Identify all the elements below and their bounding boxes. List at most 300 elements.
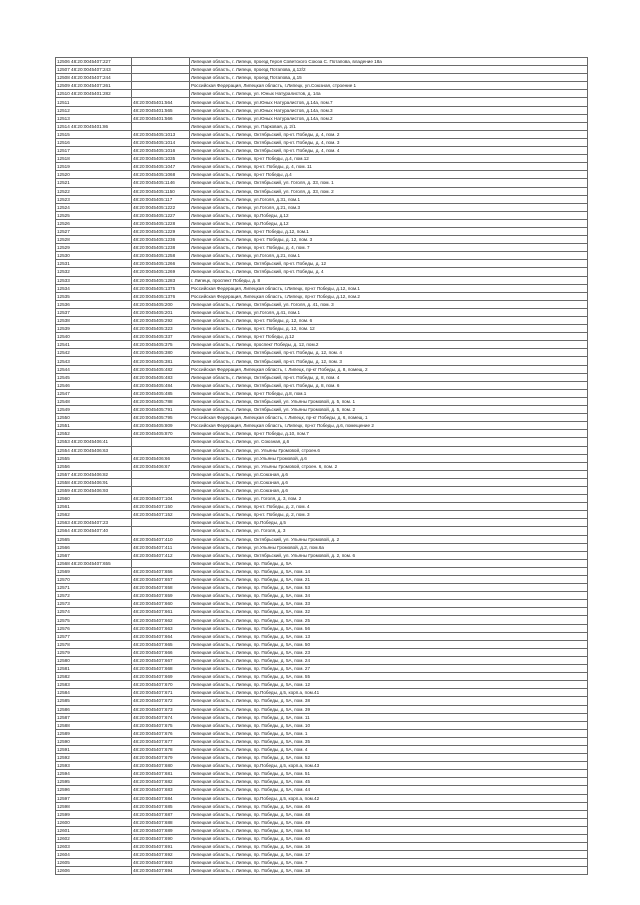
address-cell: Липецкая область, г. Липецк, Октябрьский, ул. Ульяны Громовой, д. 5, пом. 1 [190, 397, 588, 405]
address-cell: Липецкая область, г. Липецк, Октябрьский, пр-кт. Победы, д. 12 [190, 260, 588, 268]
record-number-cell: 12576 [56, 624, 132, 632]
address-cell: Липецкая область, г. Липецк, пр-кт Победы, д.12 [190, 333, 588, 341]
cadastral-number-cell: 48:20:0045405:482 [132, 365, 190, 373]
record-number-cell: 12573 [56, 600, 132, 608]
table-row [56, 867, 588, 875]
record-number-cell: 12540 [56, 333, 132, 341]
record-number-cell: 12565 [56, 535, 132, 543]
table-row [56, 486, 588, 494]
address-cell: Липецкая область, г. Липецк, Октябрьский, ул. Гоголя, д. 41, пом. 3 [190, 300, 588, 308]
cadastral-number-cell: 48:20:0045405:1227 [132, 211, 190, 219]
table-row [56, 187, 588, 195]
table-row [56, 697, 588, 705]
table-row [56, 252, 588, 260]
table-row [56, 130, 588, 138]
table-row [56, 195, 588, 203]
record-number-cell: 12561 [56, 503, 132, 511]
cadastral-number-cell: 48:20:0045405:1238 [132, 244, 190, 252]
address-cell: Липецкая область, г. Липецк, ул. Ульяны Громовой, строен.6 [190, 446, 588, 454]
cadastral-number-cell: 48:20:0045407:152 [132, 511, 190, 519]
address-cell: Липецкая область, г. Липецк, пр-кт. Победы, д. 4, пом. 7 [190, 244, 588, 252]
cadastral-number-cell: 48:20:0045407:676 [132, 729, 190, 737]
address-cell: г. Липецк, проспект Победы, д. 8 [190, 276, 588, 284]
registry-table-body [56, 58, 588, 875]
address-cell: Липецкая область, г. Липецк, Октябрьский, ул. Ульяны Громовой, д. 5, пом. 2 [190, 406, 588, 414]
address-cell: Российская Федерация, Липецкая область, г.Липецк, пр-кт Победы, д.12, пом.2 [190, 292, 588, 300]
record-number-cell: 12577 [56, 632, 132, 640]
record-number-cell: 12575 [56, 616, 132, 624]
cadastral-number-cell: 48:20:0045407:665 [132, 640, 190, 648]
cadastral-number-cell: 48:20:0045405:1236 [132, 236, 190, 244]
address-cell: Липецкая область, г. Липецк, пр-кт Победы, д.4, пом.12 [190, 155, 588, 163]
table-row [56, 656, 588, 664]
record-number-cell: 12545 [56, 373, 132, 381]
record-number-cell: 12508 48:20:0045407:244 [56, 74, 132, 82]
record-number-cell: 12603 [56, 843, 132, 851]
table-row [56, 511, 588, 519]
record-number-cell: 12544 [56, 365, 132, 373]
address-cell: Липецкая область, г. Липецк, пр. Победы, д. 5А, пом. 55 [190, 673, 588, 681]
cadastral-number-cell: 48:20:0045407:677 [132, 737, 190, 745]
address-cell: Липецкая область, г. Липецк, проезд Героя Советского Союза С. Потапова, владение 18а [190, 58, 588, 66]
table-row [56, 276, 588, 284]
cadastral-number-cell: 48:20:0045406:67 [132, 462, 190, 470]
cadastral-number-cell: 48:20:0045407:687 [132, 810, 190, 818]
address-cell: Липецкая область, г. Липецк, пр-кт. Победы, д. 2, пом. 4 [190, 503, 588, 511]
address-cell: Липецкая область, г. Липецк, пр. Победы, д. 5А, пом. 23 [190, 648, 588, 656]
address-cell: Липецкая область, г. Липецк, пр. Победы, д. 5А, пом. 53 [190, 584, 588, 592]
address-cell: Липецкая область, г. Липецк, проспект Победы, д. 12, пом.2 [190, 341, 588, 349]
table-row [56, 203, 588, 211]
address-cell: Липецкая область, г. Липецк, пр. Победы, д. 5А, пом. 54 [190, 826, 588, 834]
record-number-cell: 12512 [56, 106, 132, 114]
record-number-cell: 12599 [56, 810, 132, 818]
table-row [56, 90, 588, 98]
cadastral-number-cell: 48:20:0045407:693 [132, 859, 190, 867]
record-number-cell: 12547 [56, 389, 132, 397]
table-row [56, 98, 588, 106]
table-row [56, 721, 588, 729]
record-number-cell: 12582 [56, 673, 132, 681]
record-number-cell: 12563 48:20:0045407:23 [56, 519, 132, 527]
table-row [56, 397, 588, 405]
table-row [56, 584, 588, 592]
record-number-cell: 12548 [56, 397, 132, 405]
record-number-cell: 12553 48:20:0045406:41 [56, 438, 132, 446]
cadastral-number-cell: 48:20:0045405:791 [132, 406, 190, 414]
cadastral-number-cell [132, 470, 190, 478]
cadastral-number-cell: 48:20:0045407:691 [132, 843, 190, 851]
address-cell: Липецкая область, г. Липецк, пр. Победы, д. 5А, пом. 4 [190, 745, 588, 753]
cadastral-number-cell: 48:20:0045407:679 [132, 754, 190, 762]
cadastral-number-cell: 48:20:0045405:1150 [132, 187, 190, 195]
record-number-cell: 12571 [56, 584, 132, 592]
record-number-cell: 12518 [56, 155, 132, 163]
cadastral-number-cell: 48:20:0045405:1258 [132, 252, 190, 260]
address-cell: Липецкая область, г. Липецк, пр. Победы, д. 5А, пом. 7 [190, 859, 588, 867]
address-cell: Липецкая область, г. Липецк, пр. Победы, д. 5А, пом. 45 [190, 778, 588, 786]
record-number-cell: 12600 [56, 818, 132, 826]
address-cell: Липецкая область, г. Липецк, пр. Победы, д. 5А, пом. 27 [190, 665, 588, 673]
cadastral-number-cell [132, 486, 190, 494]
cadastral-number-cell: 48:20:0045407:685 [132, 802, 190, 810]
table-row [56, 754, 588, 762]
table-row [56, 616, 588, 624]
address-cell: Липецкая область, г. Липецк, ул.Гоголя, д.21, пом.1 [190, 252, 588, 260]
address-cell: Липецкая область, г. Липецк, пр. Победы, д. 5А, пом. 33 [190, 600, 588, 608]
record-number-cell: 12557 48:20:0045406:82 [56, 470, 132, 478]
table-row [56, 66, 588, 74]
table-row [56, 325, 588, 333]
record-number-cell: 12511 [56, 98, 132, 106]
address-cell: Липецкая область, г. Липецк, ул. Юных Натуралистов, д. 14а [190, 90, 588, 98]
address-cell: Липецкая область, г. Липецк, пр. Победы, д. 5А, пом. 50 [190, 640, 588, 648]
cadastral-number-cell: 48:20:0045405:1269 [132, 268, 190, 276]
address-cell: Липецкая область, г. Липецк, пр-кт Победы, д.12, пом.1 [190, 227, 588, 235]
address-cell: Липецкая область, г. Липецк, Октябрьский, пр-кт. Победы, д. 12, пом. 4 [190, 349, 588, 357]
table-row [56, 260, 588, 268]
table-row [56, 333, 588, 341]
cadastral-number-cell [132, 58, 190, 66]
table-row [56, 519, 588, 527]
cadastral-number-cell: 48:20:0045407:150 [132, 503, 190, 511]
table-row [56, 114, 588, 122]
cadastral-number-cell: 48:20:0045407:692 [132, 851, 190, 859]
address-cell: Липецкая область, г. Липецк, пр-кт Победы, д.10, пом.7 [190, 430, 588, 438]
address-cell: Липецкая область, г. Липецк, Октябрьский, пр-кт. Победы, д. 4, пом. 4 [190, 147, 588, 155]
address-cell: Липецкая область, г. Липецк, ул.Ульяны Громовой, д.6 [190, 454, 588, 462]
record-number-cell: 12516 [56, 138, 132, 146]
cadastral-number-cell: 48:20:0045405:870 [132, 430, 190, 438]
record-number-cell: 12592 [56, 754, 132, 762]
table-row [56, 535, 588, 543]
record-number-cell: 12596 [56, 786, 132, 794]
table-row [56, 373, 588, 381]
address-cell: Липецкая область, г. Липецк, пр. Победы, д. 5А, пом. 1 [190, 729, 588, 737]
cadastral-number-cell [132, 527, 190, 535]
address-cell: Липецкая область, г. Липецк, пр. Победы, д. 5А, пом. 10 [190, 721, 588, 729]
cadastral-number-cell: 48:20:0045405:117 [132, 195, 190, 203]
cadastral-number-cell: 48:20:0045407:657 [132, 576, 190, 584]
cadastral-number-cell: 48:20:0045405:788 [132, 397, 190, 405]
address-cell: Липецкая область, г. Липецк, пр. Победы, д. 5А, пом. 13 [190, 632, 588, 640]
record-number-cell: 12591 [56, 745, 132, 753]
record-number-cell: 12546 [56, 381, 132, 389]
cadastral-number-cell: 48:20:0045407:669 [132, 673, 190, 681]
record-number-cell: 12578 [56, 640, 132, 648]
cadastral-number-cell: 48:20:0045405:483 [132, 373, 190, 381]
table-row [56, 268, 588, 276]
cadastral-number-cell: 48:20:0045407:666 [132, 648, 190, 656]
record-number-cell: 12585 [56, 697, 132, 705]
address-cell: Липецкая область, г. Липецк, пр.Победы, д.5, корп.а, пом.43 [190, 762, 588, 770]
table-row [56, 308, 588, 316]
address-cell: Липецкая область, г. Липецк, пр. Победы, д. 5А, пом. 11 [190, 713, 588, 721]
cadastral-number-cell: 48:20:0045407:675 [132, 721, 190, 729]
address-cell: Липецкая область, г. Липецк, проезд Потапова, д.12/2 [190, 66, 588, 74]
record-number-cell: 12559 48:20:0045406:93 [56, 486, 132, 494]
cadastral-number-cell: 48:20:0045407:658 [132, 584, 190, 592]
cadastral-number-cell [132, 90, 190, 98]
table-row [56, 106, 588, 114]
table-row [56, 843, 588, 851]
record-number-cell: 12521 [56, 179, 132, 187]
address-cell: Липецкая область, г. Липецк, ул.Юных Натуралистов, д.14а, пом.2 [190, 114, 588, 122]
address-cell: Липецкая область, г. Липецк, Октябрьский, пр-кт. Победы, д. 12, пом. 3 [190, 357, 588, 365]
table-row [56, 770, 588, 778]
table-row [56, 600, 588, 608]
record-number-cell: 12529 [56, 244, 132, 252]
cadastral-number-cell: 48:20:0045407:671 [132, 689, 190, 697]
table-row [56, 341, 588, 349]
table-row [56, 632, 588, 640]
record-number-cell: 12568 48:20:0045407:655 [56, 559, 132, 567]
table-row [56, 689, 588, 697]
table-row [56, 244, 588, 252]
record-number-cell: 12506 48:20:0045407:227 [56, 58, 132, 66]
address-cell: Липецкая область, г. Липецк, пр-кт Победы, д.8, пом.1 [190, 389, 588, 397]
cadastral-number-cell: 48:20:0045407:682 [132, 778, 190, 786]
cadastral-number-cell [132, 82, 190, 90]
table-row [56, 163, 588, 171]
address-cell: Липецкая область, г. Липецк, пр. Победы, д. 5А, пом. 17 [190, 851, 588, 859]
record-number-cell: 12523 [56, 195, 132, 203]
address-cell: Липецкая область, г. Липецк, пр. Победы, д. 5А, пом. 32 [190, 608, 588, 616]
address-cell: Российская Федерация, Липецкая область, г. Липецк, пр-кт Победы, д. 8, помещ. 2 [190, 365, 588, 373]
cadastral-number-cell: 48:20:0045405:485 [132, 389, 190, 397]
table-row [56, 737, 588, 745]
table-row [56, 430, 588, 438]
table-row [56, 810, 588, 818]
address-cell: Липецкая область, г. Липецк, пр. Победы, д. 5А, пом. 38 [190, 697, 588, 705]
record-number-cell: 12525 [56, 211, 132, 219]
table-row [56, 673, 588, 681]
table-row [56, 818, 588, 826]
address-cell: Российская Федерация, Липецкая область, г.Липецк, ул.Союзная, строение 1 [190, 82, 588, 90]
cadastral-number-cell: 48:20:0045407:656 [132, 567, 190, 575]
address-cell: Липецкая область, г. Липецк, пр-кт. Победы, д. 4, пом. 11 [190, 163, 588, 171]
table-row [56, 155, 588, 163]
cadastral-number-cell: 48:20:0045407:659 [132, 592, 190, 600]
cadastral-number-cell: 48:20:0045407:674 [132, 713, 190, 721]
cadastral-number-cell: 48:20:0045406:66 [132, 454, 190, 462]
table-row [56, 414, 588, 422]
table-row [56, 438, 588, 446]
address-cell: Липецкая область, г. Липецк, пр. Победы, д. 5А, пом. 12 [190, 681, 588, 689]
cadastral-number-cell: 48:20:0045405:1068 [132, 171, 190, 179]
record-number-cell: 12555 [56, 454, 132, 462]
record-number-cell: 12601 [56, 826, 132, 834]
table-row [56, 171, 588, 179]
address-cell: Липецкая область, г. Липецк, пр. Победы, д. 5А, пом. 46 [190, 802, 588, 810]
table-row [56, 729, 588, 737]
cadastral-number-cell [132, 122, 190, 130]
record-number-cell: 12527 [56, 227, 132, 235]
record-number-cell: 12583 [56, 681, 132, 689]
record-number-cell: 12594 [56, 770, 132, 778]
table-row [56, 74, 588, 82]
table-row [56, 236, 588, 244]
table-row [56, 365, 588, 373]
address-cell: Липецкая область, г. Липецк, пр. Победы, д. 5А, пом. 14 [190, 567, 588, 575]
table-row [56, 567, 588, 575]
cadastral-number-cell: 48:20:0045407:688 [132, 818, 190, 826]
cadastral-number-cell: 48:20:0045405:1229 [132, 227, 190, 235]
cadastral-number-cell: 48:20:0045401:565 [132, 106, 190, 114]
table-row [56, 543, 588, 551]
cadastral-number-cell: 48:20:0045407:412 [132, 551, 190, 559]
record-number-cell: 12522 [56, 187, 132, 195]
address-cell: Липецкая область, г. Липецк, Октябрьский, пр-кт. Победы, д. 8, пом. 4 [190, 373, 588, 381]
record-number-cell: 12524 [56, 203, 132, 211]
record-number-cell: 12538 [56, 317, 132, 325]
table-row [56, 406, 588, 414]
record-number-cell: 12589 [56, 729, 132, 737]
address-cell: Липецкая область, г. Липецк, ул. Гоголя, д. 3 [190, 527, 588, 535]
address-cell: Липецкая область, г. Липецк, Октябрьский, пр-кт. Победы, д. 4, пом. 2 [190, 130, 588, 138]
table-row [56, 138, 588, 146]
cadastral-number-cell: 48:20:0045405:380 [132, 349, 190, 357]
record-number-cell: 12569 [56, 567, 132, 575]
table-row [56, 559, 588, 567]
table-row [56, 665, 588, 673]
record-number-cell: 12507 48:20:0045407:243 [56, 66, 132, 74]
registry-table [55, 57, 588, 875]
record-number-cell: 12550 [56, 414, 132, 422]
table-row [56, 317, 588, 325]
record-number-cell: 12574 [56, 608, 132, 616]
table-row [56, 462, 588, 470]
table-row [56, 58, 588, 66]
address-cell: Липецкая область, г. Липецк, ул. Союзная, д.6 [190, 438, 588, 446]
table-row [56, 470, 588, 478]
cadastral-number-cell: 48:20:0045405:1266 [132, 260, 190, 268]
table-row [56, 794, 588, 802]
cadastral-number-cell: 48:20:0045407:668 [132, 665, 190, 673]
cadastral-number-cell: 48:20:0045405:337 [132, 333, 190, 341]
table-row [56, 786, 588, 794]
address-cell: Липецкая область, г. Липецк, ул. Гоголя, д. 3, пом. 2 [190, 495, 588, 503]
cadastral-number-cell: 48:20:0045405:201 [132, 308, 190, 316]
record-number-cell: 12531 [56, 260, 132, 268]
record-number-cell: 12530 [56, 252, 132, 260]
cadastral-number-cell: 48:20:0045407:689 [132, 826, 190, 834]
address-cell: Липецкая область, г. Липецк, пр. Победы, д. 5А, пом. 35 [190, 737, 588, 745]
address-cell: Липецкая область, г. Липецк, ул.Ульяны Громовой, д.2, пом.6а [190, 543, 588, 551]
table-row [56, 446, 588, 454]
cadastral-number-cell: 48:20:0045405:1375 [132, 284, 190, 292]
address-cell: Липецкая область, г. Липецк, пр. Победы, д. 5А, пом. 56 [190, 624, 588, 632]
record-number-cell: 12580 [56, 656, 132, 664]
address-cell: Липецкая область, г. Липецк, пр. Победы, д. 5А, пом. 48 [190, 810, 588, 818]
table-row [56, 389, 588, 397]
cadastral-number-cell: 48:20:0045401:566 [132, 114, 190, 122]
cadastral-number-cell: 48:20:0045407:684 [132, 794, 190, 802]
record-number-cell: 12534 [56, 284, 132, 292]
cadastral-number-cell: 48:20:0045405:1228 [132, 219, 190, 227]
table-row [56, 705, 588, 713]
record-number-cell: 12572 [56, 592, 132, 600]
cadastral-number-cell: 48:20:0045405:1222 [132, 203, 190, 211]
table-row [56, 219, 588, 227]
address-cell: Липецкая область, г. Липецк, пр.Победы, д.12 [190, 219, 588, 227]
cadastral-number-cell: 48:20:0045407:681 [132, 770, 190, 778]
record-number-cell: 12552 [56, 430, 132, 438]
record-number-cell: 12528 [56, 236, 132, 244]
record-number-cell: 12584 [56, 689, 132, 697]
table-row [56, 640, 588, 648]
table-row [56, 147, 588, 155]
cadastral-number-cell: 48:20:0045407:690 [132, 835, 190, 843]
cadastral-number-cell: 48:20:0045407:661 [132, 608, 190, 616]
cadastral-number-cell: 48:20:0045407:663 [132, 624, 190, 632]
address-cell: Липецкая область, г. Липецк, пр. Победы, д. 5А, пом. 25 [190, 616, 588, 624]
address-cell: Липецкая область, г. Липецк, пр.Победы, д.12 [190, 211, 588, 219]
table-row [56, 802, 588, 810]
table-row [56, 381, 588, 389]
cadastral-number-cell: 48:20:0045405:200 [132, 300, 190, 308]
cadastral-number-cell: 48:20:0045407:694 [132, 867, 190, 875]
record-number-cell: 12532 [56, 268, 132, 276]
cadastral-number-cell [132, 559, 190, 567]
address-cell: Липецкая область, г. Липецк, пр.Победы, д.5 [190, 519, 588, 527]
address-cell: Липецкая область, г. Липецк, пр. Победы, д. 5А, пом. 52 [190, 754, 588, 762]
address-cell: Липецкая область, г. Липецк, пр. Победы, д. 5А, пом. 51 [190, 770, 588, 778]
address-cell: Липецкая область, г. Липецк, ул.Гоголя, д.41, пом.1 [190, 308, 588, 316]
record-number-cell: 12586 [56, 705, 132, 713]
address-cell: Липецкая область, г. Липецк, ул.Юных Натуралистов, д.14а, пом.3 [190, 106, 588, 114]
table-row [56, 713, 588, 721]
address-cell: Липецкая область, г. Липецк, ул.Союзная, д.6 [190, 486, 588, 494]
table-row [56, 82, 588, 90]
cadastral-number-cell: 48:20:0045407:678 [132, 745, 190, 753]
table-row [56, 608, 588, 616]
table-row [56, 284, 588, 292]
address-cell: Липецкая область, г. Липецк, пр. Победы, д. 5А, пом. 49 [190, 818, 588, 826]
address-cell: Липецкая область, г. Липецк, Октябрьский, пр-кт. Победы, д. 4 [190, 268, 588, 276]
address-cell: Липецкая область, г. Липецк, ул. Парковая, д. 2/1 [190, 122, 588, 130]
record-number-cell: 12564 48:20:0045407:40 [56, 527, 132, 535]
cadastral-number-cell: 48:20:0045405:1014 [132, 138, 190, 146]
address-cell: Липецкая область, г. Липецк, пр-кт. Победы, д. 12, пом. 6 [190, 317, 588, 325]
record-number-cell: 12562 [56, 511, 132, 519]
record-number-cell: 12593 [56, 762, 132, 770]
cadastral-number-cell [132, 519, 190, 527]
record-number-cell: 12560 [56, 495, 132, 503]
address-cell: Липецкая область, г. Липецк, пр. Победы, д. 5А, пом. 34 [190, 592, 588, 600]
record-number-cell: 12513 [56, 114, 132, 122]
cadastral-number-cell: 48:20:0045405:1013 [132, 130, 190, 138]
address-cell: Липецкая область, г. Липецк, ул.Гоголя, д.21, пом.3 [190, 203, 588, 211]
table-row [56, 179, 588, 187]
address-cell: Липецкая область, г. Липецк, ул.Юных Натуралистов, д.14а, пом.7 [190, 98, 588, 106]
record-number-cell: 12535 [56, 292, 132, 300]
address-cell: Липецкая область, г. Липецк, Октябрьский, ул. Гоголя, д. 33, пом. 2 [190, 187, 588, 195]
record-number-cell: 12581 [56, 665, 132, 673]
cadastral-number-cell: 48:20:0045405:1016 [132, 147, 190, 155]
record-number-cell: 12604 [56, 851, 132, 859]
cadastral-number-cell [132, 66, 190, 74]
record-number-cell: 12537 [56, 308, 132, 316]
record-number-cell: 12556 [56, 462, 132, 470]
address-cell: Липецкая область, г. Липецк, пр.Победы, д.5, корп.а, пом.41 [190, 689, 588, 697]
address-cell: Российская Федерация, Липецкая область, г.Липецк, пр-кт Победы, д.12, пом.1 [190, 284, 588, 292]
address-cell: Липецкая область, г. Липецк, пр. Победы, д. 5А [190, 559, 588, 567]
record-number-cell: 12554 48:20:0045406:63 [56, 446, 132, 454]
record-number-cell: 12536 [56, 300, 132, 308]
cadastral-number-cell: 48:20:0045401:564 [132, 98, 190, 106]
cadastral-number-cell: 48:20:0045405:1146 [132, 179, 190, 187]
